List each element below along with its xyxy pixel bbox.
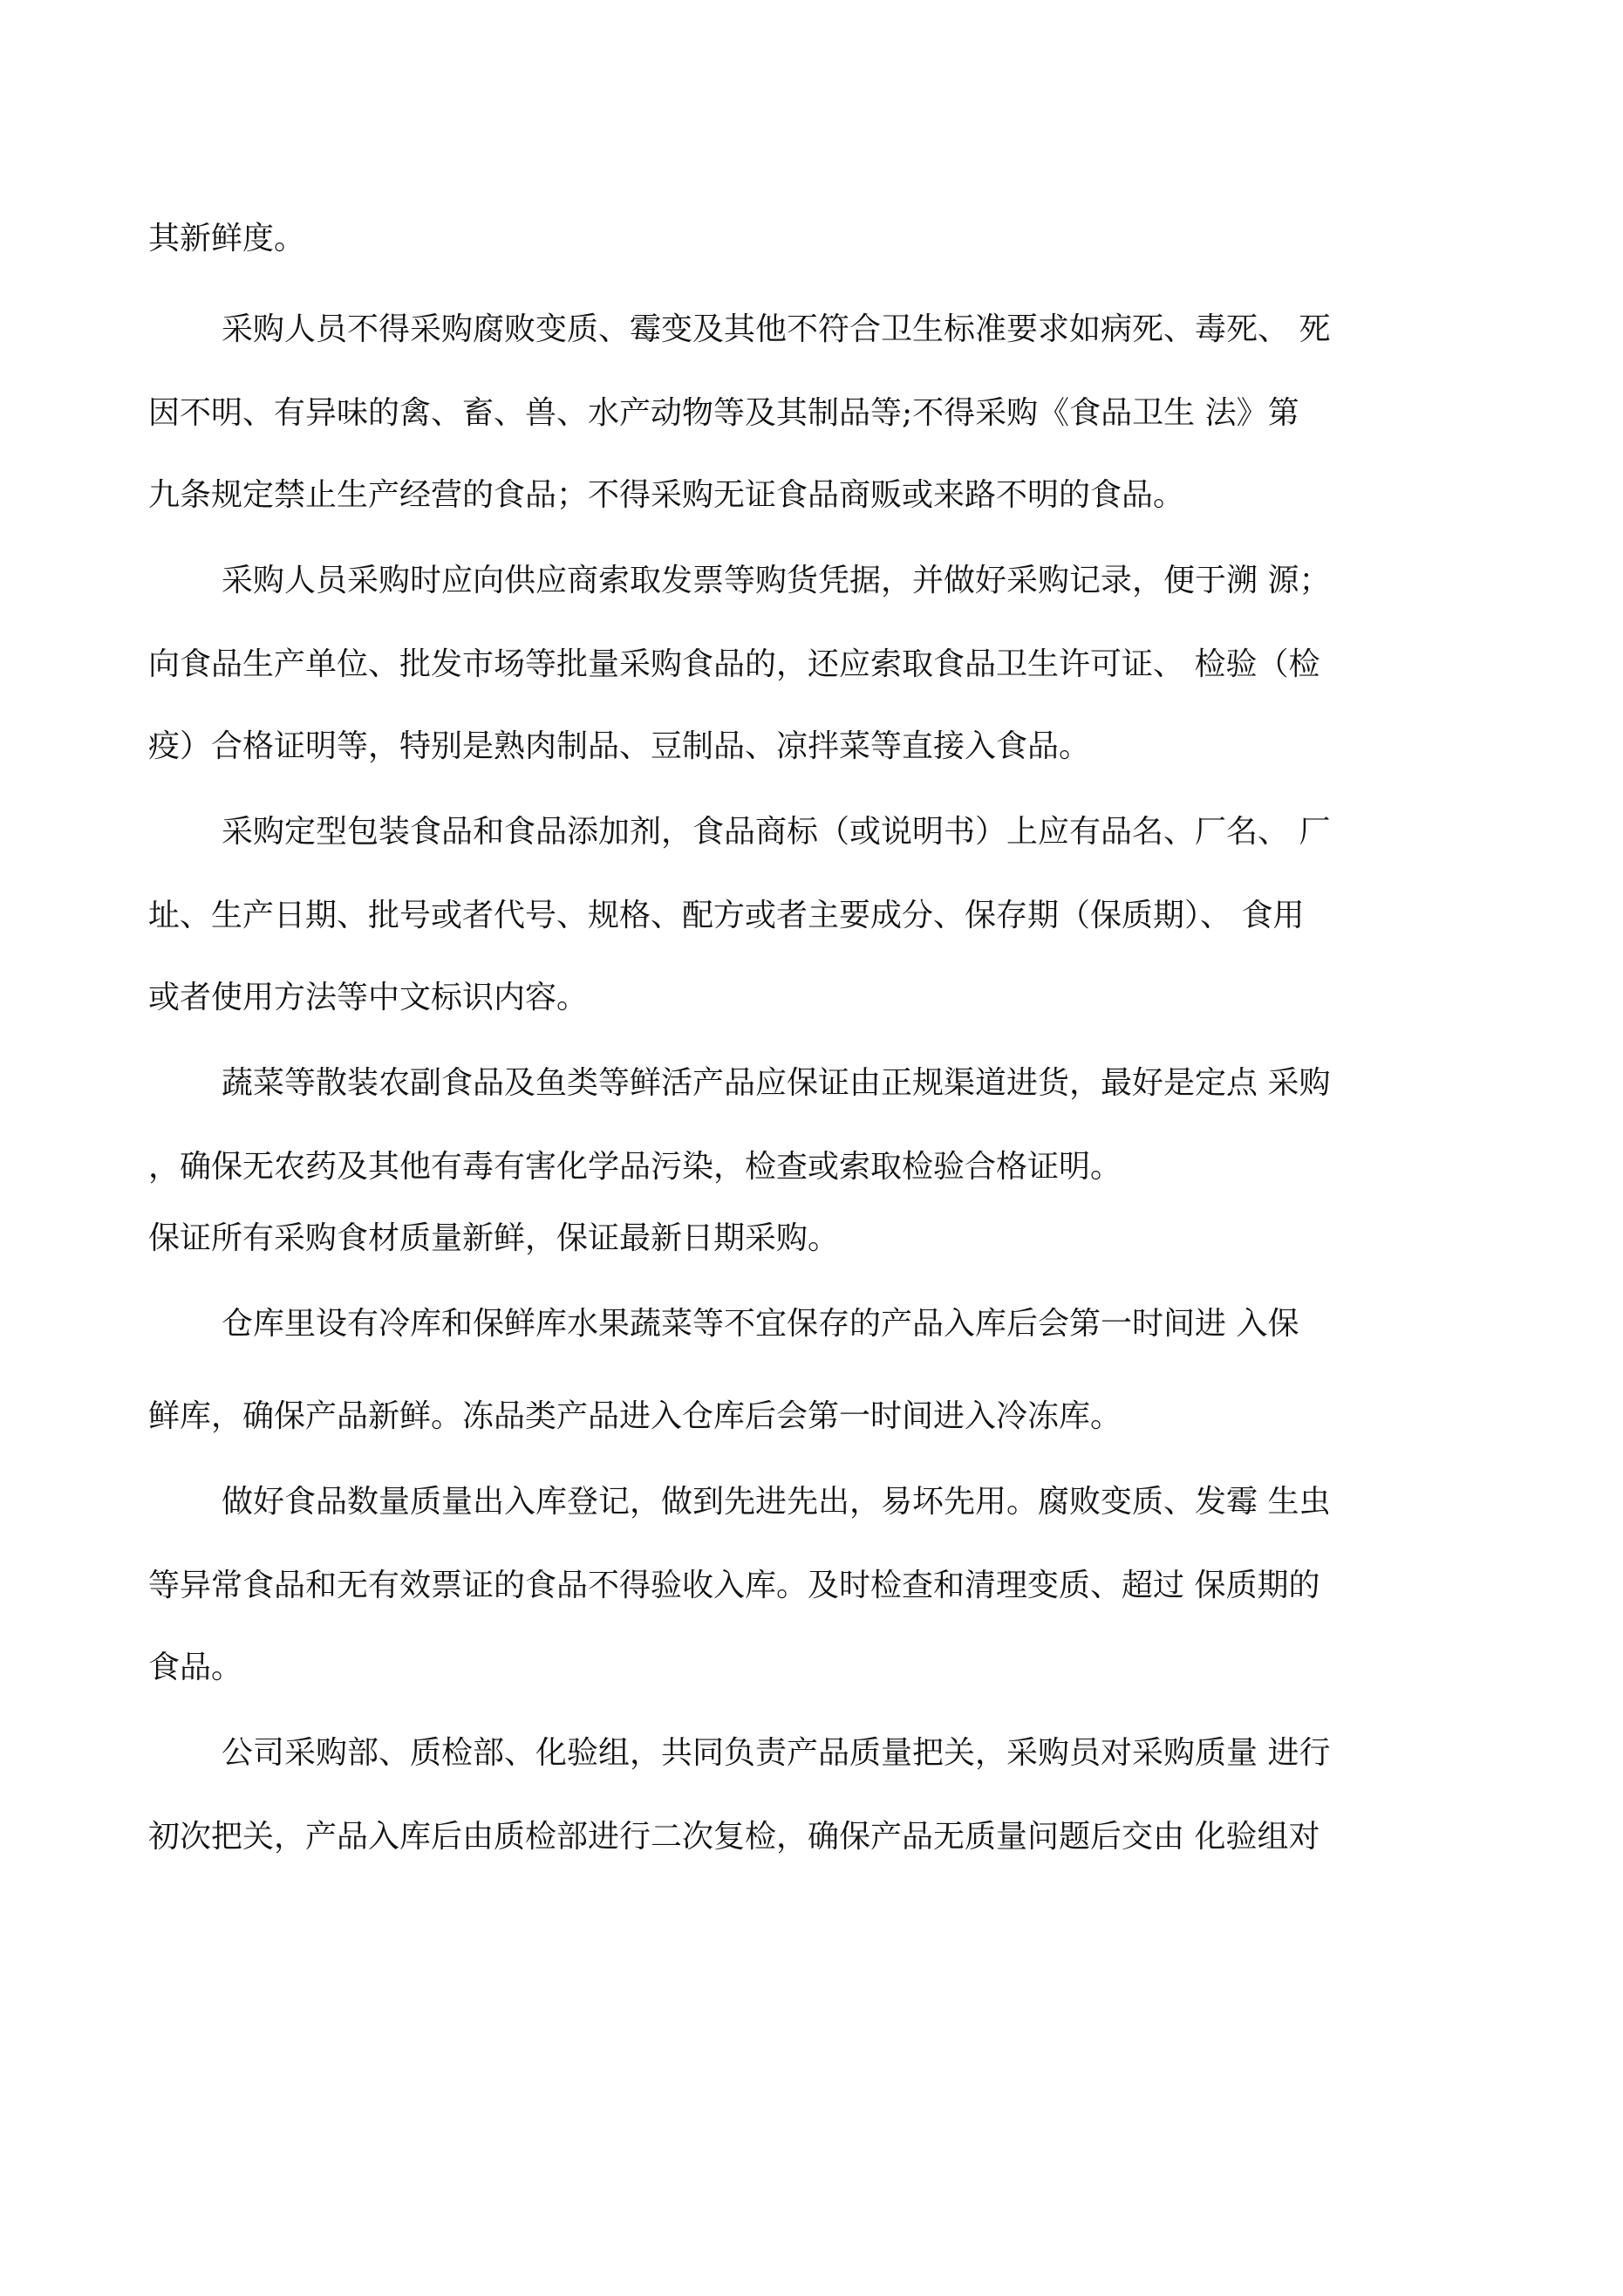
text-line: 因不明、有异味的禽、畜、兽、水产动物等及其制品等;不得采购《食品卫生 法》第 [148,395,1299,431]
text-line: 向食品生产单位、批发市场等批量采购食品的，还应索取食品卫生许可证、 检验（检 [148,646,1320,682]
text-line: 食品。 [148,1650,243,1685]
text-line: 仓库里设有冷库和保鲜库水果蔬菜等不宜保存的产品入库后会第一时间进 入保 [222,1306,1299,1342]
text-line: 初次把关，产品入库后由质检部进行二次复检，确保产品无质量问题后交由 化验组对 [148,1819,1320,1855]
text-line: 疫）合格证明等，特别是熟肉制品、豆制品、凉拌菜等直接入食品。 [148,728,1091,764]
text-line: 其新鲜度。 [148,221,306,256]
text-line: 址、生产日期、批号或者代号、规格、配方或者主要成分、保存期（保质期）、 食用 [148,898,1305,933]
text-line: ，确保无农药及其他有毒有害化学品污染，检查或索取检验合格证明。 [148,1149,1122,1185]
text-line: 或者使用方法等中文标识内容。 [148,980,589,1015]
text-line: 采购定型包装食品和食品添加剂，食品商标（或说明书）上应有品名、厂名、 厂 [222,814,1331,850]
text-line: 保证所有采购食材质量新鲜，保证最新日期采购。 [148,1220,840,1256]
text-line: 九条规定禁止生产经营的食品；不得采购无证食品商贩或来路不明的食品。 [148,477,1185,513]
text-line: 公司采购部、质检部、化验组，共同负责产品质量把关，采购员对采购质量 进行 [222,1735,1331,1771]
text-line: 蔬菜等散装农副食品及鱼类等鲜活产品应保证由正规渠道进货，最好是定点 采购 [222,1065,1331,1101]
text-line: 做好食品数量质量出入库登记，做到先进先出，易坏先用。腐败变质、发霉 生虫 [222,1484,1331,1520]
text-line: 等异常食品和无有效票证的食品不得验收入库。及时检查和清理变质、超过 保质期的 [148,1568,1320,1603]
text-line: 采购人员不得采购腐败变质、霉变及其他不符合卫生标准要求如病死、毒死、 死 [222,311,1331,347]
text-line: 鲜库，确保产品新鲜。冻品类产品进入仓库后会第一时间进入冷冻库。 [148,1398,1122,1434]
text-line: 采购人员采购时应向供应商索取发票等购货凭据，并做好采购记录，便于溯 源； [222,563,1331,598]
